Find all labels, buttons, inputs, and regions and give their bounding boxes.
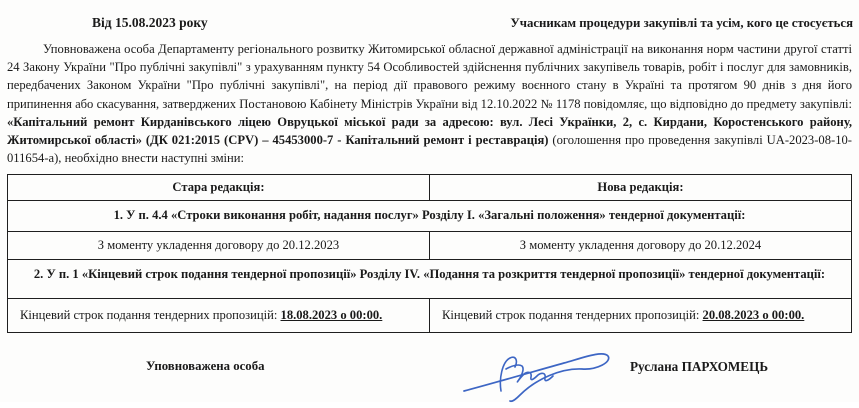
signature-icon	[460, 339, 620, 403]
row2-new-label: Кінцевий строк подання тендерних пропозицій:	[442, 308, 703, 323]
table-row	[8, 232, 852, 260]
document-header	[0, 0, 859, 31]
signature-block	[0, 343, 859, 403]
signer-name: Руслана ПАРХОМЕЦЬ	[630, 359, 769, 375]
procurement-subject: «Капітальний ремонт Кирданівського ліцею Овруцької міської ради за адресою: вул. Лесі Українки, 2, с. Кирдани, Коростенського району, Житомирської області» (ДК 021:2015 (CPV) – 45453000-7 - Капітальний ремонт і реставрація)	[7, 114, 852, 148]
notice-intro-text: Уповноважена особа Департаменту регіонального розвитку Житомирської обласної державної адміністрації на виконання норм частини другої статті 24 Закону України "Про публічні закупівлі" з урахуванням пункту 54 Особливостей здійснення публічних закупівель товарів, робіт і послуг для замовників, передбачених Законом України "Про публічні закупівлі", на період дії правового режиму воєнного стану в Україні та протягом 90 днів з дня його припинення або скасування, затверджених Постановою Кабінету Міністрів України від 12.10.2022 № 1178 повідомляє, що відповідно до предмету закупівлі:	[7, 42, 852, 111]
row1-new-value: З моменту укладення договору до 20.12.2024	[430, 232, 852, 260]
old-edition-header: Стара редакція:	[8, 175, 430, 201]
new-edition-header: Нова редакція:	[430, 175, 852, 201]
signer-role-label: Уповноважена особа	[146, 359, 265, 374]
row2-old-label: Кінцевий строк подання тендерних пропозицій:	[20, 308, 281, 323]
row2-old-deadline: 18.08.2023 о 00:00.	[280, 308, 383, 323]
notice-paragraph	[7, 40, 852, 167]
changes-table	[7, 174, 852, 333]
row2-old-cell	[8, 299, 430, 333]
section1-title: 1. У п. 4.4 «Строки виконання робіт, надання послуг» Розділу І. «Загальні положення» тендерної документації:	[8, 201, 852, 232]
table-row	[8, 299, 852, 333]
row2-new-deadline: 20.08.2023 о 00:00.	[702, 308, 805, 323]
row1-old-value: З моменту укладення договору до 20.12.2023	[8, 232, 430, 260]
addressee-line: Учасникам процедури закупівлі та усім, кого це стосується	[510, 16, 853, 30]
row2-new-cell	[430, 299, 852, 333]
document-date: Від 15.08.2023 року	[92, 15, 208, 30]
section2-title: 2. У п. 1 «Кінцевий строк подання тендерної пропозиції» Розділу IV. «Подання та розкриття тендерної пропозиції» тендерної документації:	[8, 260, 852, 299]
section2-row	[8, 260, 852, 299]
table-header-row	[8, 175, 852, 201]
notice-outro-text: (оголошення про проведення закупівлі UA-2023-08-10-011654-a), необхідно внести наступні зміни:	[7, 133, 852, 166]
section1-row	[8, 201, 852, 232]
